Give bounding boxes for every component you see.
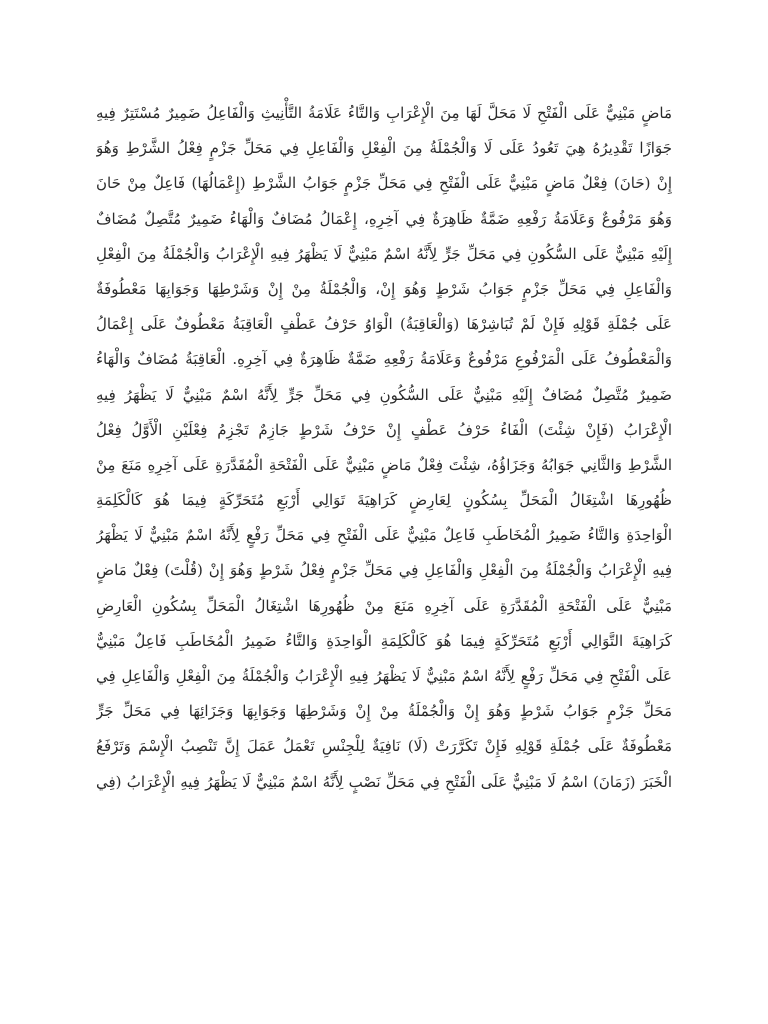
text-line: جَوَازًا تَقْدِيرُهُ هِيَ تَعُودُ عَلَى لَا وَالْجُمْلَةُ مِنَ الْفِعْلِ وَالْفَاعِلِ فِي مَحَلِّ جَزْمٍ فِعْلُ الشَّرْطِ وَهُوَ: [96, 139, 672, 158]
document-page: [96, 96, 672, 886]
arabic-grammar-paragraph: [96, 96, 672, 800]
text-line: فِيهِ الْإِعْرَابُ وَالْجُمْلَةُ مِنَ الْفِعْلِ وَالْفَاعِلِ فِي مَحَلِّ جَزْمٍ فِعْلُ شَرْطٍ وَهُوَ إِنْ (قُلْتَ) فِعْلٌ مَاضٍ: [96, 561, 672, 580]
text-line: الْوَاحِدَةِ وَالتَّاءُ ضَمِيرُ الْمُخَاطَبِ فَاعِلٌ مَبْنِيٌّ عَلَى الْفَتْحِ فِي مَحَلِّ رَفْعٍ لِأَنَّهُ اسْمٌ مَبْنِيٌّ لَا يَظْهَرُ: [96, 526, 672, 545]
text-line: وَالْفَاعِلِ فِي مَحَلِّ جَزْمٍ جَوَابُ شَرْطٍ وَهُوَ إِنْ، وَالْجُمْلَةُ مِنْ إِنْ وَشَرْطِهَا وَجَوَابِهَا مَعْطُوفَةٌ: [96, 279, 672, 298]
text-line: كَرَاهِيَةَ التَّوَالِي أَرْبَعِ مُتَحَرِّكَةٍ فِيمَا هُوَ كَالْكَلِمَةِ الْوَاحِدَةِ وَالتَّاءُ ضَمِيرُ الْمُخَاطَبِ فَاعِلٌ مَبْنِيٌّ: [96, 631, 672, 650]
text-line: ظُهُورِهَا اشْتِغَالُ الْمَحَلِّ بِسُكُونٍ لِعَارِضٍ كَرَاهِيَةَ تَوَالِي أَرْبَعِ مُتَحَرِّكَةٍ فِيمَا هُوَ كَالْكَلِمَةِ: [96, 491, 672, 510]
text-line: عَلَى جُمْلَةِ قَوْلِهِ فَإِنْ لَمْ تُبَاشِرْهَا (وَالْعَاقِبَةُ) الْوَاوُ حَرْفُ عَطْفٍ الْعَاقِبَةُ مَعْطُوفٌ عَلَى إِعْمَالُ: [96, 315, 672, 334]
text-line: الْخَبَرَ (زَمَانَ) اسْمُ لَا مَبْنِيٌّ عَلَى الْفَتْحِ فِي مَحَلِّ نَصْبٍ لِأَنَّهُ اسْمٌ مَبْنِيٌّ لَا يَظْهَرُ فِيهِ الْإِعْرَابُ (فِي: [96, 772, 672, 791]
text-line: مَحَلِّ جَزْمٍ جَوَابُ شَرْطٍ وَهُوَ إِنْ وَالْجُمْلَةُ مِنْ إِنْ وَشَرْطِهَا وَجَوَابِهَا وَجَزَائِهَا فِي مَحَلِّ جَرٍّ: [96, 702, 672, 721]
text-line: مَعْطُوفَةٌ عَلَى جُمْلَةِ قَوْلِهِ فَإِنْ تَكَرَّرَتْ (لَا) نَافِيَةٌ لِلْجِنْسِ تَعْمَلُ عَمَلَ إِنَّ تَنْصِبُ الْإِسْمَ وَتَرْفَعُ: [96, 737, 672, 756]
text-line: إِلَيْهِ مَبْنِيٌّ عَلَى السُّكُونِ فِي مَحَلِّ جَرٍّ لِأَنَّهُ اسْمٌ مَبْنِيٌّ لَا يَظْهَرُ فِيهِ الْإِعْرَابُ وَالْجُمْلَةُ مِنَ الْفِعْلِ: [96, 244, 672, 263]
text-line: مَبْنِيٌّ عَلَى الْفَتْحَةِ الْمُقَدَّرَةِ عَلَى آخِرِهِ مَنَعَ مِنْ ظُهُورِهَا اشْتِغَالُ الْمَحَلِّ بِسُكُونِ الْعَارِضِ: [96, 596, 672, 615]
text-line: عَلَى الْفَتْحِ فِي مَحَلِّ رَفْعٍ لِأَنَّهُ اسْمٌ مَبْنِيٌّ لَا يَظْهَرُ فِيهِ الْإِعْرَابُ وَالْجُمْلَةُ مِنَ الْفِعْلِ وَالْفَاعِلِ فِي: [96, 667, 672, 685]
text-line: إِنْ (حَانَ) فِعْلٌ مَاضٍ مَبْنِيٌّ عَلَى الْفَتْحِ فِي مَحَلِّ جَزْمٍ جَوَابُ الشَّرْطِ (إِعْمَالُهَا) فَاعِلٌ مِنْ حَانَ: [96, 174, 672, 193]
text-line: وَالْمَعْطُوفُ عَلَى الْمَرْفُوعِ مَرْفُوعٌ وَعَلَامَةُ رَفْعِهِ ضَمَّةٌ ظَاهِرَةٌ فِي آخِرِهِ. الْعَاقِبَةُ مُضَافٌ وَالْهَاءُ: [96, 350, 672, 369]
text-line: وَهُوَ مَرْفُوعٌ وَعَلَامَةُ رَفْعِهِ ضَمَّةٌ ظَاهِرَةٌ فِي آخِرِهِ، إِعْمَالُ مُضَافٌ وَالْهَاءُ ضَمِيرٌ مُتَّصِلٌ مُضَافٌ: [96, 209, 672, 228]
text-line: الشَّرْطِ وَالثَّانِي جَوَابُهُ وَجَزَاؤُهُ، شِئْتَ فِعْلٌ مَاضٍ مَبْنِيٌّ عَلَى الْفَتْحَةِ الْمُقَدَّرَةِ عَلَى آخِرِهِ مَنَعَ مِنْ: [96, 455, 672, 474]
text-line: مَاضٍ مَبْنِيٌّ عَلَى الْفَتْحِ لَا مَحَلَّ لَهَا مِنَ الْإِعْرَابِ وَالتَّاءُ عَلَامَةُ التَّأْنِيثِ وَالْفَاعِلُ ضَمِيرٌ مُسْتَتِرٌ فِيهِ: [96, 104, 672, 122]
text-line: ضَمِيرٌ مُتَّصِلٌ مُضَافٌ إِلَيْهِ مَبْنِيٌّ عَلَى السُّكُونِ فِي مَحَلِّ جَرٍّ لِأَنَّهُ اسْمٌ مَبْنِيٌّ لَا يَظْهَرُ فِيهِ: [96, 385, 672, 404]
text-line: الْإِعْرَابُ (فَإِنْ شِئْتَ) الْفَاءُ حَرْفُ عَطْفٍ إِنْ حَرْفُ شَرْطٍ جَازِمٌ تَجْزِمُ فِعْلَيْنِ الْأَوَّلُ فِعْلُ: [96, 420, 672, 439]
